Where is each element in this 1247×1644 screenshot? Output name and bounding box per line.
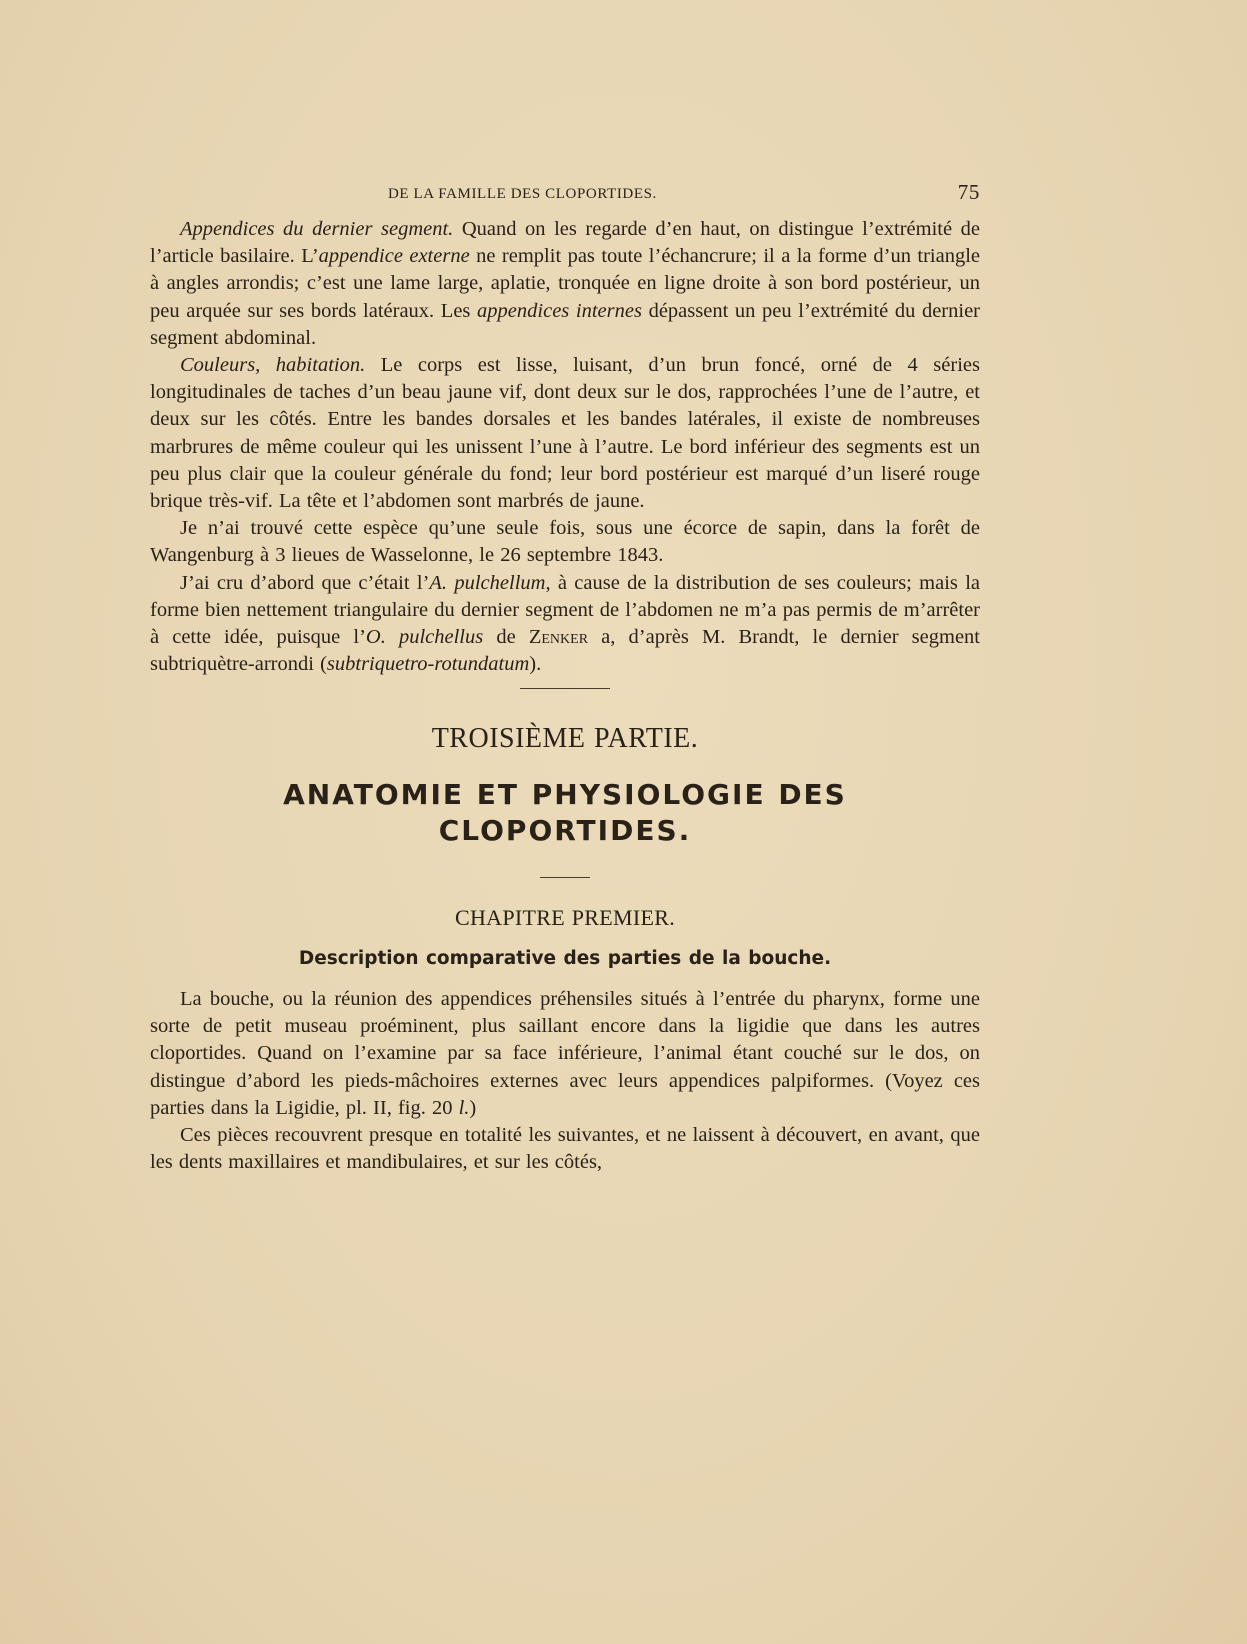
section-divider	[520, 688, 610, 689]
paragraph-couleurs: Couleurs, habitation. Le corps est lisse, luisant, d’un brun foncé, orné de 4 séries longitudinales de taches d’un beau jaune vif, dont deux sur le dos, rapprochées l’une de l’autre, et deux sur les côtés. Entre les bandes dorsales et les bandes latérales, il existe de nombreuses marbrures de même couleur qui les unissent l’une à l’autre. Le bord inférieur des segments est un peu plus clair que la couleur générale du fond; leur bord postérieur est marqué d’un liseré rouge brique très-vif. La tête et l’abdomen sont marbrés de jaune.	[150, 354, 980, 513]
paragraph-locality: Je n’ai trouvé cette espèce qu’une seule fois, sous une écorce de sapin, dans la forêt de Wangenburg à 3 lieues de Wasselonne, le 26 septembre 1843.	[150, 517, 980, 567]
running-title: DE LA FAMILLE DES CLOPORTIDES.	[388, 186, 657, 202]
section-heading: Description comparative des parties de la bouche.	[298, 947, 832, 969]
author-name: Zenker	[528, 626, 589, 649]
paragraph-lead: Couleurs, habitation.	[180, 354, 366, 377]
chapter-heading: CHAPITRE PREMIER.	[454, 904, 675, 930]
paragraph-pieces: Ces pièces recouvrent presque en totalité les suivantes, et ne laissent à découvert, en avant, que les dents maxillaires et mandibulaires, et sur les côtés,	[150, 1124, 980, 1174]
paragraph-bouche: La bouche, ou la réunion des appendices préhensiles situés à l’entrée du pharynx, forme une sorte de petit museau proéminent, plus saillant encore dans la ligidie que dans les autres cloportides. Quand on l’examine par sa face inférieure, l’animal étant couché sur le dos, on distingue d’abord les pieds-mâchoires externes avec leurs appendices palpiformes. (Voyez ces parties dans la Ligidie, pl. II, fig. 20 l.)	[150, 988, 980, 1119]
text-block	[150, 216, 980, 1176]
page-number: 75	[957, 180, 980, 204]
part-title	[150, 777, 980, 849]
paragraph-comparison: J’ai cru d’abord que c’était l’A. pulchellum, à cause de la distribution de ses couleurs; mais la forme bien nettement triangulaire du dernier segment de l’abdomen ne m’a pas permis de m’arrêter à cette idée, puisque l’O. pulchellus de Zenker a, d’après M. Brandt, le dernier segment subtriquètre-arrondi (subtriquetro-rotundatum).	[150, 571, 981, 676]
part-title-line: ANATOMIE ET PHYSIOLOGIE DES	[283, 777, 847, 811]
part-title-line: CLOPORTIDES.	[438, 813, 692, 847]
title-divider	[540, 877, 590, 878]
paragraph-lead: Appendices du dernier segment.	[180, 218, 454, 240]
paragraph-appendices: Appendices du dernier segment. Quand on les regarde d’en haut, on distingue l’extrémité de l’article basilaire. L’appendice externe ne remplit pas toute l’échancrure; il a la forme d’un triangle à angles arrondis; c’est une lame large, aplatie, tronquée en ligne droite à son bord postérieur, un peu arquée sur ses bords latéraux. Les appendices internes dépassent un peu l’extrémité du dernier segment abdominal.	[150, 218, 981, 349]
part-heading: TROISIÈME PARTIE.	[431, 723, 699, 755]
running-head	[150, 180, 980, 212]
